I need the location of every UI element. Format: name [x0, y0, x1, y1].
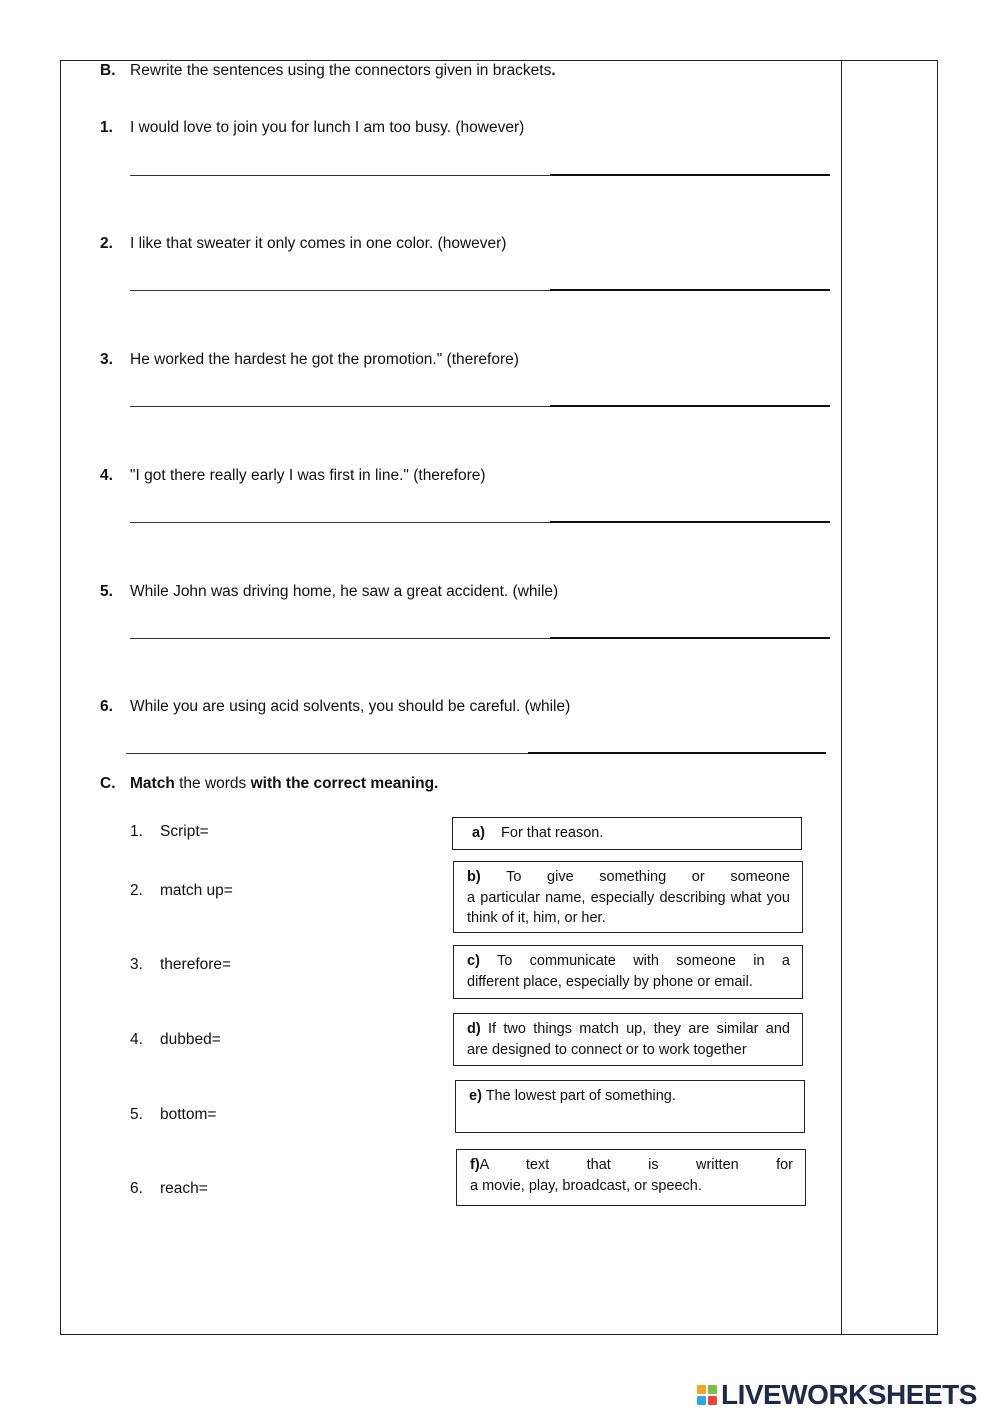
definition-letter: c) [467, 953, 480, 969]
definition-box-c[interactable] [453, 945, 803, 999]
word-item: match up= [160, 882, 233, 899]
definition-text: The lowest part of something. [485, 1088, 676, 1104]
definition-text: To communicate with someone in a [496, 953, 790, 969]
answer-line[interactable] [126, 753, 826, 754]
definition-letter: f) [470, 1157, 480, 1173]
word-number: 6. [130, 1180, 143, 1197]
word-item: bottom= [160, 1106, 217, 1123]
definition-text: A text that is written for [479, 1157, 793, 1173]
definition-box-a[interactable] [452, 817, 802, 850]
word-number: 3. [130, 956, 143, 973]
item-sentence: He worked the hardest he got the promotion." (therefore) [130, 351, 519, 368]
word-number: 5. [130, 1106, 143, 1123]
word-number: 1. [130, 823, 143, 840]
definition-text: For that reason. [501, 825, 604, 841]
liveworksheets-logo[interactable] [697, 1380, 977, 1410]
definition-letter: a) [472, 825, 485, 841]
definition-letter: b) [467, 869, 481, 885]
word-item: therefore= [160, 956, 232, 973]
definition-box-d[interactable] [453, 1013, 803, 1066]
item-number: 6. [100, 698, 113, 715]
word-number: 4. [130, 1031, 143, 1048]
item-number: 2. [100, 235, 113, 252]
word-number: 2. [130, 882, 143, 899]
section-b-instruction: Rewrite the sentences using the connectors given in brackets. [130, 62, 556, 79]
word-item: reach= [160, 1180, 208, 1197]
section-b-letter: B. [100, 62, 116, 79]
item-number: 5. [100, 583, 113, 600]
definition-text: are designed to connect or to work together [467, 1041, 747, 1058]
item-sentence: I would love to join you for lunch I am too busy. (however) [130, 119, 525, 136]
item-number: 1. [100, 119, 113, 136]
definition-letter: d) [467, 1021, 481, 1037]
answer-line[interactable] [130, 175, 830, 176]
item-number: 4. [100, 467, 113, 484]
item-number: 3. [100, 351, 113, 368]
definition-text: different place, especially by phone or email. [467, 973, 753, 990]
answer-line[interactable] [130, 406, 830, 407]
definition-text: If two things match up, they are similar and [488, 1021, 790, 1037]
definition-box-b[interactable] [453, 861, 803, 933]
answer-line[interactable] [130, 638, 830, 639]
item-sentence: While you are using acid solvents, you should be careful. (while) [130, 698, 571, 715]
section-c-instruction: Match the words with the correct meaning. [130, 775, 439, 792]
word-item: dubbed= [160, 1031, 221, 1048]
definition-letter: e) [469, 1088, 482, 1104]
section-c-letter: C. [100, 775, 116, 792]
item-sentence: While John was driving home, he saw a great accident. (while) [130, 583, 559, 600]
margin-column-divider [841, 60, 842, 1335]
item-sentence: I like that sweater it only comes in one color. (however) [130, 235, 507, 252]
definition-box-f[interactable] [456, 1149, 806, 1206]
brand-name: LIVEWORKSHEETS [721, 1379, 977, 1410]
answer-line[interactable] [130, 290, 830, 291]
logo-mark-icon [697, 1385, 717, 1405]
definition-text: a movie, play, broadcast, or speech. [470, 1177, 702, 1194]
definition-box-e[interactable] [455, 1080, 805, 1133]
answer-line[interactable] [130, 522, 830, 523]
definition-text: a particular name, especially describing what you think of it, him, or her. [467, 889, 790, 926]
word-item: Script= [160, 823, 209, 840]
definition-text: To give something or someone [506, 869, 790, 885]
item-sentence: "I got there really early I was first in line." (therefore) [130, 467, 486, 484]
